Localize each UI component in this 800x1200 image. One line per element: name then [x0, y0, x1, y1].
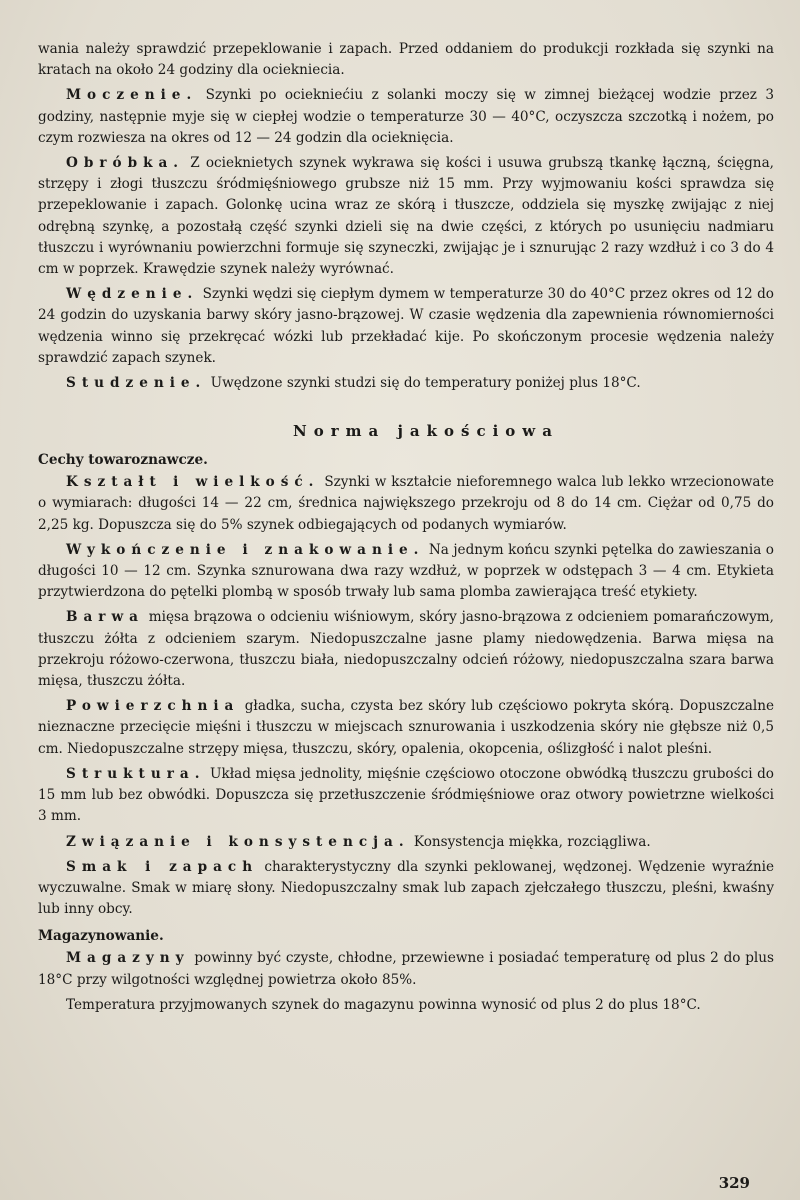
paragraph-ksztalt: Kształt i wielkość. Szynki w kształcie nieforemnego walca lub lekko wrzecionowate o wymiarach: długości 14 — 22 cm, średnica największego przekroju od 8 do 14 cm. Ciężar od 0,75 do 2,25 kg. Dopuszcza się do 5% szynek odbiegających od podanych wymiarów. [38, 474, 774, 533]
paragraph-obrobka: Obróbka. Z ocieknietych szynek wykrawa się kości i usuwa grubszą tkankę łączną, ścięgna, strzępy i złogi tłuszczu śródmięśniowego grubsze niż 15 mm. Przy wyjmowaniu kości sprawdza się przepeklowanie i zapach. Golonkę ucina wraz ze skórą i tłuszcze, oddziela się myszkę zwijając z niej odrębną szynkę, a pozostałą część szynki dzieli się na dwie części, z których po usunięciu nadmiaru tłuszczu i wyrównaniu powierzchni formuje się szyneczki, zwijając je i sznurując 2 razy wzdłuż i co 3 do 4 cm w poprzek. Krawędzie szynek należy wyrównać. [38, 155, 774, 278]
paragraph-wykonczenie: Wykończenie i znakowanie. Na jednym końcu szynki pętelka do zawieszania o długości 10 — 12 cm. Szynka sznurowana dwa razy wzdłuż, w poprzek w odstępach 3 — 4 cm. Etykieta przytwierdzona do pętelki plombą w sposób trwały lub sama plomba zawierająca treść etykiety. [38, 541, 774, 601]
spaced-lead: Smak i zapach [66, 858, 259, 875]
spaced-lead: Studzenie. [66, 375, 207, 392]
spaced-lead: Kształt i wielkość. [66, 474, 320, 491]
paragraph-studzenie: Studzenie. Uwędzone szynki studzi się do temperatury poniżej plus 18°C. [66, 375, 641, 392]
subheading-cechy: Cechy towaroznawcze. [38, 452, 208, 469]
paragraph-wedzenie: Wędzenie. Szynki wędzi się ciepłym dymem w temperaturze 30 do 40°C przez okres od 12 do 24 godzin do uzyskania barwy skóry jasno-brązowej. W czasie wędzenia dla zapewnienia równomierności wędzenia winno się przekręcać wózki lub przekładać kije. Po skończonym procesie wędzenia należy sprawdzić zapach szynek. [38, 286, 774, 366]
spaced-lead: Magazyny [66, 950, 190, 967]
page-number: 329 [718, 1174, 750, 1192]
paragraph-zwiazanie: Związanie i konsystencja. Konsystencja miękka, rozciągliwa. [66, 833, 651, 850]
paragraph-struktura: Struktura. Układ mięsa jednolity, mięśnie częściowo otoczone obwódką tłuszczu grubości do 15 mm lub bez obwódki. Dopuszcza się przetłuszczenie śródmięśniowe oraz otwory powietrzne wielkości 3 mm. [38, 765, 774, 825]
spaced-lead: Barwa [66, 609, 144, 626]
spaced-lead: Powierzchnia [66, 698, 240, 715]
spaced-lead: Moczenie. [66, 87, 198, 104]
spaced-lead: Obróbka. [66, 155, 185, 172]
spaced-lead: Wykończenie i znakowanie. [66, 541, 425, 558]
paragraph-magazyny: Magazyny powinny być czyste, chłodne, przewiewne i posiadać temperaturę od plus 2 do plus 18°C przy wilgotności względnej powietrza około 85%. [38, 950, 774, 988]
spaced-lead: Struktura. [66, 765, 206, 782]
paragraph-temperatura: Temperatura przyjmowanych szynek do magazynu powinna wynosić od plus 2 do plus 18°C. [66, 996, 701, 1013]
paragraph-continuation: wania należy sprawdzić przepeklowanie i zapach. Przed oddaniem do produkcji rozkłada się szynki na kratach na około 24 godziny dla ociekniecia. [38, 41, 774, 79]
paragraph-barwa: Barwa mięsa brązowa o odcieniu wiśniowym, skóry jasno-brązowa z odcieniem pomarańczowym, tłuszczu żółta z odcieniem szarym. Niedopuszczalne jasne plamy niedowędzenia. Barwa mięsa na przekroju różowo-czerwona, tłuszczu biała, niedopuszczalny odcień różowy, niedopuszczalna szara barwa mięsa, tłuszczu żółta. [38, 609, 774, 690]
spaced-lead: Związanie i konsystencja. [66, 833, 410, 850]
spaced-lead: Wędzenie. [66, 286, 199, 303]
paragraph-powierzchnia: Powierzchnia gładka, sucha, czysta bez skóry lub częściowo pokryta skórą. Dopuszczalne nieznaczne przecięcie mięśni i tłuszczu w miejscach sznurowania i uszkodzenia skóry nie głębsze niż 0,5 cm. Niedopuszczalne strzępy mięsa, tłuszczu, skóry, opalenia, okopcenia, oślizgłość i nalot pleśni. [38, 698, 774, 757]
paragraph-moczenie: Moczenie. Szynki po ociekniećiu z solanki moczy się w zimnej bieżącej wodzie przez 3 godziny, następnie myje się w ciepłej wodzie o temperaturze 30 — 40°C, oczyszcza szczotką i nożem, po czym rozwiesza na okres od 12 — 24 godzin dla ocieknięcia. [38, 87, 774, 146]
section-title: Norma jakościowa [293, 422, 559, 441]
paragraph-smak: Smak i zapach charakterystyczny dla szynki peklowanej, wędzonej. Wędzenie wyraźnie wyczuwalne. Smak w miarę słony. Niedopuszczalny smak lub zapach zjełczałego tłuszczu, pleśni, kwaśny lub inny obcy. [38, 858, 775, 918]
subheading-magazynowanie: Magazynowanie. [38, 928, 164, 945]
